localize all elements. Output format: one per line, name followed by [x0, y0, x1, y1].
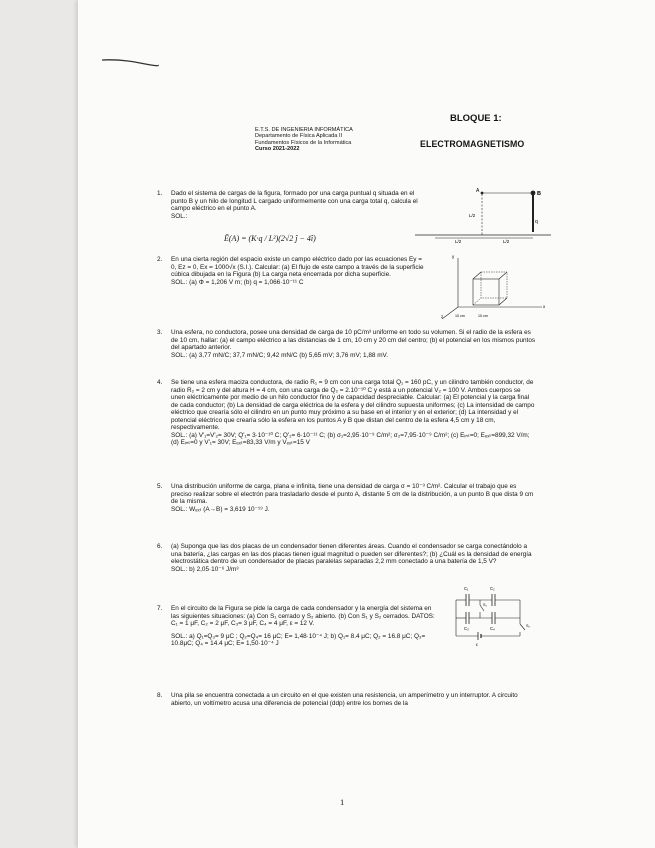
fig7-label-c4: C₄: [490, 626, 495, 631]
problem-8: [157, 692, 536, 707]
problem-text: Una esfera, no conductora, posee una densidad de carga de 10 pC/m³ uniforme en todo su volumen. Si el radio de la esfera es de 10 cm, hallar: (a) el campo eléctrico a las distancias de 1 cm, 10 cm y 20 cm del centro; (b) el potencial en los mismos puntos del apartado anterior.: [171, 329, 536, 351]
fig1-label-l2-left: L/2: [455, 239, 462, 244]
problem-number: 2.: [157, 256, 163, 263]
subject-name: Fundamentos Físicos de la Informática: [255, 139, 352, 146]
fig7-label-c2: C₂: [490, 586, 495, 591]
problem-1: [157, 190, 423, 220]
problem-number: 5.: [157, 483, 163, 490]
fig2-label-y: y: [452, 254, 455, 259]
fig7-label-s1: S₁: [483, 603, 487, 607]
fig1-label-b: B: [537, 191, 541, 197]
problem-text: En el circuito de la Figura se pide la carga de cada condensador y la energía del sistema en las siguientes situaciones: (a) Con S₁ cerrado y S₂ abierto. (b) Con S₁ y S₂ cerrados. DATOS: C₁ = 1 μF, C₂ = 2 μF, C₃= 3 μF, C₄ = 4 μF, ε = 12 V.: [171, 605, 435, 627]
fig1-label-l2-vertical: L/2: [469, 213, 476, 218]
problem-solution: SOL.: (a) V'₁=V'₂= 30V; Q'₁= 3·10⁻¹⁰ C; Q'₂= 6·10⁻¹¹ C; (b) σ₁=2,95·10⁻⁹ C/m²; σ₂=7,95·10⁻⁹ C/m²; (c) Eᵢₙₜ=0; Eₑₓₜ=899,32 V/m; (d) Eᵢₙₜ=0 y V'₁= 30V; Eₑₓₜ=83,33 V/m y Vₑₓₜ=15 V: [171, 431, 530, 446]
topic-title: ELECTROMAGNETISMO: [420, 139, 525, 149]
school-name: E.T.S. DE INGENIERIA INFORMÁTICA: [255, 127, 353, 133]
figure-cube: [440, 252, 550, 324]
fig7-label-e: ε: [476, 642, 478, 647]
problem-solution: SOL.: b) 2,05·10⁻⁶ J/m³: [171, 565, 239, 573]
problem-text: (a) Suponga que las dos placas de un condensador tienen diferentes áreas. Cuando el condensador se carga conectándolo a una batería, ¿las cargas en las dos placas tienen igual magnitud o pueden ser diferentes?; (b) ¿Cuál es la densidad de energía electrostática dentro de un condensador de placas paralelas separadas 2,2 mm conectado a una batería de 1,5 V?: [171, 543, 532, 565]
fig7-label-c3: C₃: [464, 626, 469, 631]
problem-2: [157, 256, 427, 286]
solution-label: SOL.:: [171, 212, 188, 220]
figure-circuit: [448, 580, 540, 648]
problem-number: 6.: [157, 543, 163, 550]
header-institution: [255, 127, 415, 153]
problem-text: Se tiene una esfera maciza conductora, de radio R₁ = 9 cm con una carga total Q₁ = 160 pC, y un cilindro también conductor, de radio R₂ = 2 cm y del altura H = 4 cm, con una carga de Q₂ = 2.10⁻¹⁰ C y está a un potencial V₂ = 100 V. Ambos cuerpos se unen eléctricamente por medio de un hilo conductor fino y de capacidad despreciable. Calcular: (a) El potencial y la carga final de cada conductor; (b) La densidad de carga eléctrica de la esfera y del cilindro supuesta uniformes; (c) La intensidad de campo eléctrico que crearía sólo el cilindro en un punto muy próximo a su base en el interior y en el exterior; (d) La intensidad y el potencial eléctrico que crearía sólo la esfera en los puntos A y B que distan del centro de la esfera 4,5 cm y 18 cm, respectivamente.: [171, 379, 535, 431]
fig1-label-a: A: [476, 188, 480, 194]
figure-charges: [415, 176, 555, 244]
problem-text: Una pila se encuentra conectada a un circuito en el que existen una resistencia, un amperímetro y un interruptor. A circuito abierto, un voltímetro acusa una diferencia de potencial (ddp) entre los bornes de la: [171, 692, 518, 707]
fig2-label-z: z: [441, 314, 444, 319]
fig2-label-x: x: [543, 304, 546, 309]
problem-5: [157, 483, 536, 513]
fig7-label-s2: S₂: [526, 624, 531, 628]
problem-number: 8.: [157, 692, 163, 699]
solution-formula: Ē(A) = (K·q / L²)(2√2 ĵ − 4î): [224, 234, 316, 243]
problem-text: Una distribución uniforme de carga, plana e infinita, tiene una densidad de carga σ = 10⁻³ C/m². Calcular el trabajo que es preciso realizar sobre el electrón para trasladarlo desde el punto A, distante 5 cm de la distribución, a un punto B que dista 9 cm de la misma.: [171, 483, 534, 505]
problem-7: [157, 605, 439, 648]
problem-solution: SOL.: a) Q₁=Q₃= 9 μC ; Q₂=Q₄= 16 μC; E= 1,48·10⁻⁴ J; b) Q₁= 8.4 μC; Q₂ = 16.8 μC; Q₃= 10.8μC; Q₄ = 14.4 μC; E= 1,50·10⁻⁴ J: [171, 632, 426, 647]
problem-text: Dado el sistema de cargas de la figura, formado por una carga puntual q situada en el punto B y un hilo de longitud L cargado uniformemente con una carga total q, calcula el campo eléctrico en el punto A.: [171, 190, 418, 212]
problem-solution: SOL.: (a) Φ = 1,206 V m; (b) q = 1,066·10⁻¹¹ C: [171, 278, 304, 286]
problem-number: 7.: [157, 605, 163, 612]
fig2-label-dim2: 10 cm: [478, 314, 488, 318]
problem-number: 4.: [157, 379, 163, 386]
fig1-label-l2-right: L/2: [503, 239, 510, 244]
fig7-label-c1: C₁: [464, 586, 469, 591]
problem-number: 3.: [157, 329, 163, 336]
problem-solution: SOL.: (a) 3,77 mN/C; 37,7 mN/C; 9,42 mN/C (b) 5,65 mV; 3,76 mV; 1,88 mV.: [171, 351, 389, 359]
course-year: Curso 2021-2022: [255, 146, 300, 153]
block-title: BLOQUE 1:: [450, 113, 502, 124]
page-number: 1: [340, 797, 345, 807]
problem-number: 1.: [157, 190, 163, 197]
fig2-label-dim1: 10 cm: [455, 314, 465, 318]
problem-3: [157, 329, 536, 359]
fig1-label-q: q: [535, 219, 538, 225]
pen-mark: [100, 56, 160, 68]
problem-text: En una cierta región del espacio existe un campo eléctrico dado por las ecuaciones Ey = 0, Ez = 0, Ex = 1000√x (S.I.). Calcular: (a) El flujo de este campo a través de la superficie cúbica dibujada en la Figura (b) La carga neta encerrada por dicha superficie.: [171, 256, 424, 278]
problem-4: [157, 379, 536, 447]
department-name: Departamento de Física Aplicada II: [255, 133, 343, 140]
problem-6: [157, 543, 536, 573]
problem-solution: SOL.: Wₑₓₜ (A→B) = 3,619 10⁻¹⁹ J.: [171, 505, 270, 513]
